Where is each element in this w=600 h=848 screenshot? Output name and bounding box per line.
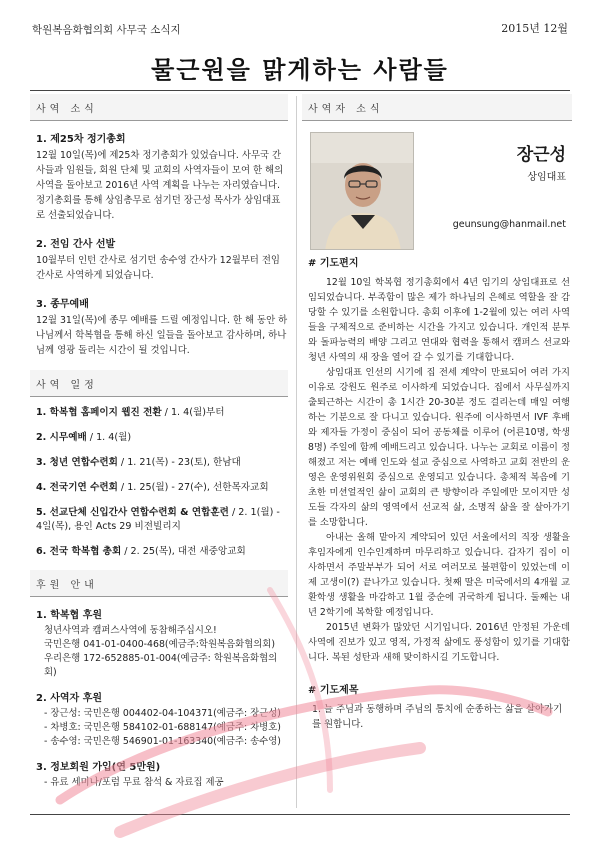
left-column	[30, 94, 288, 802]
footer-rule	[30, 814, 570, 815]
schedule-item-when: / 1. 4(월)부터	[161, 407, 225, 418]
support-line: 청년사역과 캠퍼스사역에 동참해주십시오!	[44, 625, 217, 636]
person-portrait-icon	[311, 133, 414, 250]
schedule-item-name: 2. 시무예배	[36, 432, 87, 443]
worker-name: 장근성	[516, 145, 566, 165]
schedule-item-name: 4. 전국기연 수련회	[36, 482, 118, 493]
schedule-heading: 사역 일정	[30, 370, 288, 397]
prayer-letter	[308, 254, 570, 732]
org-name: 학원복음화협의회 사무국 소식지	[32, 24, 181, 36]
news-item-body: 12월 31일(목)에 종무 예배를 드릴 예정입니다. 한 해 동안 하나님께서 학복협을 통해 하신 일들을 돌아보고 감사하며, 하나님께 영광 돌리는 시간이 될 것입니다.	[36, 315, 288, 356]
support-item	[30, 689, 288, 749]
support-line: - 차병호: 국민은행 584102-01-688147(예금주: 차병호)	[44, 722, 281, 733]
support-heading: 후원 안내	[30, 570, 288, 597]
schedule-item-when: / 1. 25(월) - 27(수), 선한목자교회	[117, 482, 269, 493]
schedule-item-when: / 2. 1(월) - 4일(목), 용인 Acts 29 비전빌리지	[36, 507, 280, 532]
support-line: - 장근성: 국민은행 004402-04-104371(예금주: 장근성)	[44, 708, 281, 719]
schedule-item-when: / 2. 25(목), 대전 새중앙교회	[121, 546, 246, 557]
support-section	[30, 570, 288, 790]
support-item-title: 2. 사역자 후원	[36, 693, 103, 704]
news-item-title: 2. 전임 간사 선발	[36, 239, 116, 250]
schedule-item-when: / 1. 21(목) - 23(토), 한남대	[117, 457, 241, 468]
news-item	[30, 295, 288, 358]
schedule-item-when: / 1. 4(월)	[86, 432, 132, 443]
schedule-item-name: 3. 청년 연합수련회	[36, 457, 118, 468]
prayer-letter-paragraph: 12월 10일 학복협 정기총회에서 4년 임기의 상임대표로 선임되었습니다. 부족함이 많은 제가 하나님의 은혜로 역할을 잘 감당할 수 있기를 소원합니다. 총회 이후에 1-2월에 있는 여러 사역들을 구체적으로 준비하는 시간을 가지고 있습니다. 개인적 분투와 돌파능력의 배양 그리고 연대와 협력을 통해서 캠퍼스 선교와 청년 사역의 새 장을 열어 갈 수 있기를 기대합니다.	[308, 277, 570, 363]
support-line: 우리은행 172-652885-01-004(예금주: 학원복음화협의회)	[44, 653, 278, 678]
schedule-list	[30, 406, 288, 559]
news-item-title: 1. 제25차 정기총회	[36, 134, 126, 145]
worker-role: 상임대표	[527, 172, 566, 183]
masthead-rule	[30, 90, 570, 91]
support-line: 국민은행 041-01-0400-468(예금주:학원복음화협의회)	[44, 639, 276, 650]
worker-news-heading: 사역자 소식	[302, 94, 572, 121]
schedule-item-name: 1. 학복협 홈페이지 웹진 전환	[36, 407, 162, 418]
right-column	[302, 94, 572, 810]
support-item	[30, 606, 288, 680]
prayer-topic-item: 1. 늘 주님과 동행하며 주님의 통치에 순종하는 삶을 살아가기를 원합니다.	[312, 704, 563, 730]
support-item	[30, 758, 288, 790]
issue-date: 2015년 12월	[501, 22, 568, 35]
schedule-item	[36, 456, 288, 470]
news-section	[30, 94, 288, 358]
news-item-body: 12월 10일(목)에 제25차 정기총회가 있었습니다. 사무국 간사들과 임원들, 회원 단체 및 교회의 사역자들이 모여 한 해의 사역을 돌아보고 2016년 사역 계획을 나누는 자리였습니다. 정기총회를 통해 상임총무로 섬기던 장근성 목사가 상임대표로 선출되었습니다.	[36, 150, 284, 221]
news-item	[30, 235, 288, 283]
schedule-item	[36, 506, 288, 534]
worker-email: geunsung@hanmail.net	[452, 219, 566, 230]
news-item-title: 3. 종무예배	[36, 299, 89, 310]
masthead-title: 물근원을 맑게하는 사람들	[151, 55, 449, 84]
prayer-letter-paragraph: 아내는 올해 맡아지 계약되어 있던 서울에서의 직장 생활을 후임자에게 인수인계하며 마무리하고 있습니다. 갑자기 집이 이사하면서 주말부부가 되어 서로 여러모로 불편함이 있었는데 이제 고생이(?) 끝나가고 있습니다. 첫째 딸은 미국에서의 4개월 교환학생 생활을 마감하고 1월 중순에 귀국하게 됩니다. 둘째는 내년 2학기에 복학할 예정입니다.	[308, 532, 570, 618]
schedule-item	[36, 431, 288, 445]
prayer-letter-heading: # 기도편지	[308, 258, 359, 269]
prayer-letter-paragraph: 2015년 변화가 많았던 시기입니다. 2016년 안정된 가운데 사역에 진보가 있고 영적, 가정적 삶에도 풍성함이 있기를 기대합니다. 복된 성탄과 새해 맞이하시길 기도합니다.	[308, 622, 570, 663]
schedule-item	[36, 545, 288, 559]
support-item-title: 3. 정보회원 가입(연 5만원)	[36, 762, 161, 773]
schedule-item	[36, 406, 288, 420]
news-heading: 사역 소식	[30, 94, 288, 121]
support-item-title: 1. 학복협 후원	[36, 610, 103, 621]
column-divider	[296, 96, 297, 808]
support-line: - 송수영: 국민은행 546901-01-163340(예금주: 송수영)	[44, 736, 281, 747]
prayer-topics-heading: # 기도제목	[308, 685, 359, 696]
schedule-section	[30, 370, 288, 559]
schedule-item	[36, 481, 288, 495]
support-line: - 유료 세미나/포럼 무료 참석 & 자료집 제공	[44, 777, 224, 788]
news-item	[30, 130, 288, 223]
prayer-letter-paragraph: 상임대표 인선의 시기에 집 전세 계약이 만료되어 여러 가지 이유로 강원도 원주로 이사하게 되었습니다. 집에서 사무실까지 출퇴근하는 시간이 총 1시간 20-30분 정도 걸리는데 매일 여행하는 기분으로 잘 다니고 있습니다. 원주에 이사하면서 IVF 후배와 제자들 가정이 중심이 되어 공동체를 이루어 (어른10명, 학생 8명) 주일에 함께 예배드리고 있습니다. 나누는 교회로 이름이 정해졌고 저는 예배 인도와 설교 중심으로 사역하고 교회 전반의 운영은 운영위원회 중심으로 운영되고 있습니다. 총체적 복음에 기초한 미션얼적인 삶이 교회의 큰 방향이라 주일에만 모이지만 성도들 각자의 삶의 영역에서 선교적 삶, 소명적 삶을 잘 살아가기를 소망합니다.	[308, 367, 570, 528]
schedule-item-name: 6. 전국 학복협 총회	[36, 546, 122, 557]
schedule-item-name: 5. 선교단체 신입간사 연합수련회 & 연합훈련	[36, 507, 229, 518]
news-item-body: 10월부터 인턴 간사로 섬기던 송수영 간사가 12월부터 전임간사로 사역하게 되었습니다.	[36, 255, 280, 281]
profile-photo	[310, 132, 414, 250]
